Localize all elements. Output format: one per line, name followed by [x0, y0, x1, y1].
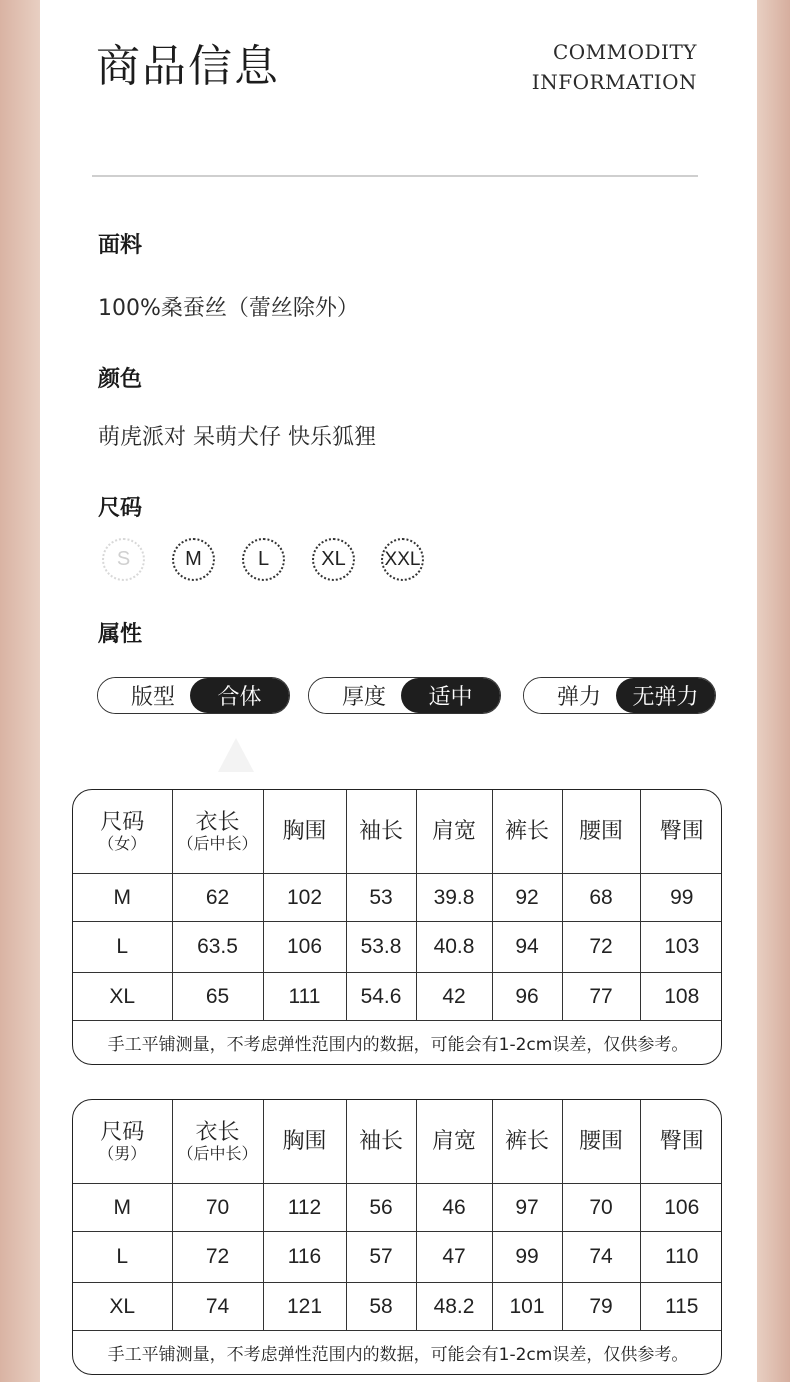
table-cell: 54.6 [346, 973, 416, 1021]
table-cell: 103 [640, 922, 722, 973]
table-cell: L [73, 1232, 172, 1283]
size-option-s[interactable]: S [102, 538, 145, 581]
fabric-label: 面料 [98, 233, 143, 258]
column-header: 衣长 （后中长） [172, 790, 263, 874]
table-cell: 92 [492, 874, 562, 922]
table-cell: 70 [172, 1184, 263, 1232]
attribute-fit-value: 合体 [190, 678, 289, 713]
table-row [73, 1283, 722, 1331]
table-row [73, 922, 722, 973]
table-row [73, 1184, 722, 1232]
size-label: 尺码 [98, 496, 143, 521]
table-cell: 97 [492, 1184, 562, 1232]
table-cell: 62 [172, 874, 263, 922]
table-header-row [73, 1100, 722, 1184]
table-row [73, 1232, 722, 1283]
men-size-table [72, 1099, 722, 1375]
fabric-value: 100%桑蚕丝（蕾丝除外） [98, 296, 359, 321]
attribute-thickness [308, 677, 501, 714]
column-header: 肩宽 [416, 790, 492, 874]
attribute-thickness-value: 适中 [401, 678, 500, 713]
table-row [73, 874, 722, 922]
table-cell: 58 [346, 1283, 416, 1331]
measurement-note: 手工平铺测量，不考虑弹性范围内的数据，可能会有1-2cm误差，仅供参考。 [73, 1021, 722, 1065]
table-cell: 121 [263, 1283, 346, 1331]
column-header: 裤长 [492, 790, 562, 874]
table-cell: 106 [640, 1184, 722, 1232]
table-note-row [73, 1021, 722, 1065]
attribute-fit [97, 677, 290, 714]
table-cell: 101 [492, 1283, 562, 1331]
table-cell: 115 [640, 1283, 722, 1331]
table-cell: 63.5 [172, 922, 263, 973]
table-cell: M [73, 1184, 172, 1232]
column-header: 腰围 [562, 790, 640, 874]
table-cell: 48.2 [416, 1283, 492, 1331]
table-row [73, 973, 722, 1021]
size-option-xxl[interactable]: XXL [381, 538, 424, 581]
header-divider [92, 175, 698, 177]
column-header: 裤长 [492, 1100, 562, 1184]
subtitle-line-2: INFORMATION [531, 70, 697, 94]
table-cell: 79 [562, 1283, 640, 1331]
table-cell: 99 [492, 1232, 562, 1283]
table-cell: 102 [263, 874, 346, 922]
table-cell: 110 [640, 1232, 722, 1283]
color-value: 萌虎派对 呆萌犬仔 快乐狐狸 [98, 425, 376, 450]
column-header: 尺码 （女） [73, 790, 172, 874]
page-title: 商品信息 [96, 41, 280, 92]
table-cell: 74 [172, 1283, 263, 1331]
table-cell: 57 [346, 1232, 416, 1283]
column-header: 尺码 （男） [73, 1100, 172, 1184]
attribute-elasticity-value: 无弹力 [616, 678, 715, 713]
size-option-l[interactable]: L [242, 538, 285, 581]
table-cell: 72 [172, 1232, 263, 1283]
page-subtitle-en [532, 37, 697, 97]
table-cell: 99 [640, 874, 722, 922]
table-cell: 53.8 [346, 922, 416, 973]
table-cell: 70 [562, 1184, 640, 1232]
attribute-thickness-name: 厚度 [309, 678, 419, 713]
attribute-elasticity-name: 弹力 [524, 678, 634, 713]
table-cell: XL [73, 973, 172, 1021]
table-cell: 47 [416, 1232, 492, 1283]
table-cell: 96 [492, 973, 562, 1021]
subtitle-line-1: COMMODITY [552, 40, 697, 64]
table-cell: L [73, 922, 172, 973]
column-header: 袖长 [346, 1100, 416, 1184]
table-cell: 68 [562, 874, 640, 922]
table-cell: 39.8 [416, 874, 492, 922]
table-cell: 56 [346, 1184, 416, 1232]
table-cell: 108 [640, 973, 722, 1021]
table-cell: 94 [492, 922, 562, 973]
column-header: 臀围 [640, 790, 722, 874]
table-cell: 53 [346, 874, 416, 922]
table-header-row [73, 790, 722, 874]
table-cell: 116 [263, 1232, 346, 1283]
size-option-m[interactable]: M [172, 538, 215, 581]
column-header: 衣长 （后中长） [172, 1100, 263, 1184]
color-label: 颜色 [98, 367, 143, 392]
table-cell: 74 [562, 1232, 640, 1283]
table-cell: 40.8 [416, 922, 492, 973]
column-header: 袖长 [346, 790, 416, 874]
table-cell: 111 [263, 973, 346, 1021]
women-size-table [72, 789, 722, 1065]
column-header: 胸围 [263, 1100, 346, 1184]
attribute-fit-name: 版型 [98, 678, 208, 713]
table-note-row [73, 1331, 722, 1375]
column-header: 胸围 [263, 790, 346, 874]
table-cell: XL [73, 1283, 172, 1331]
table-cell: 72 [562, 922, 640, 973]
column-header: 臀围 [640, 1100, 722, 1184]
table-cell: 46 [416, 1184, 492, 1232]
table-cell: 112 [263, 1184, 346, 1232]
size-option-xl[interactable]: XL [312, 538, 355, 581]
column-header: 腰围 [562, 1100, 640, 1184]
table-cell: 42 [416, 973, 492, 1021]
attribute-elasticity [523, 677, 716, 714]
column-header: 肩宽 [416, 1100, 492, 1184]
attributes-label: 属性 [98, 622, 143, 647]
table-cell: M [73, 874, 172, 922]
table-cell: 65 [172, 973, 263, 1021]
decorative-triangle [218, 738, 254, 772]
table-cell: 106 [263, 922, 346, 973]
measurement-note: 手工平铺测量，不考虑弹性范围内的数据，可能会有1-2cm误差，仅供参考。 [73, 1331, 722, 1375]
table-cell: 77 [562, 973, 640, 1021]
